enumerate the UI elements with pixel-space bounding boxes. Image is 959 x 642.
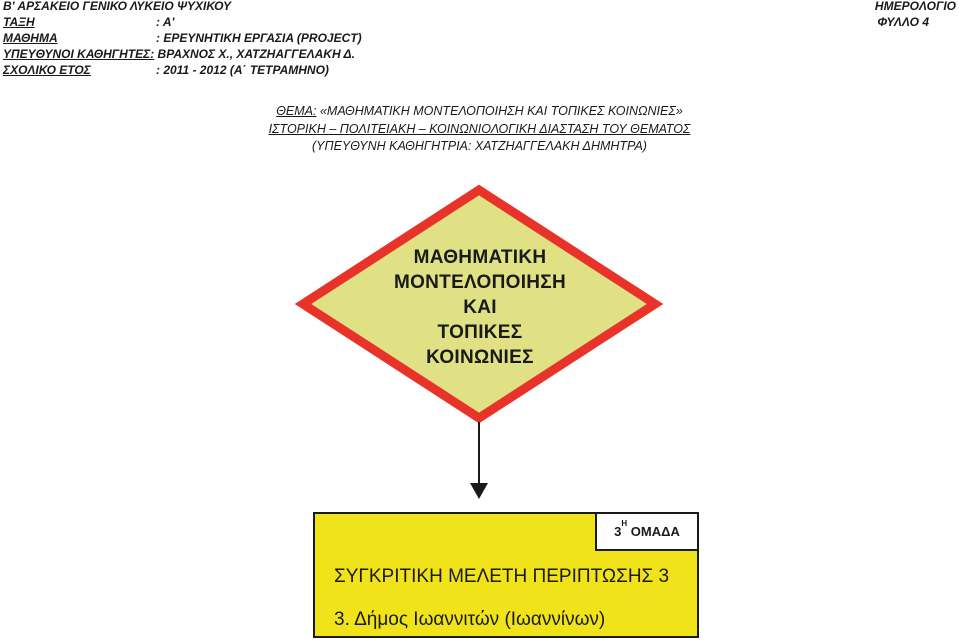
diamond-label xyxy=(330,245,630,370)
theme-label: ΘΕΜΑ: xyxy=(276,104,317,118)
case-study-subtitle: 3. Δήμος Ιωαννιτών (Ιωαννίνων) xyxy=(334,609,606,630)
responsible-text: (ΥΠΕΥΘΥΝΗ ΚΑΘΗΓΗΤΡΙΑ: ΧΑΤΖΗΑΓΓΕΛΑΚΗ ΔΗΜΗΤΡΑ) xyxy=(312,139,647,153)
year-value: : 2011 - 2012 (Α΄ ΤΕΤΡΑΜΗΝΟ) xyxy=(156,63,329,77)
case-study-box xyxy=(313,512,699,638)
subject-label: ΜΑΘΗΜΑ xyxy=(3,31,58,45)
group-tag xyxy=(595,512,699,551)
group-number: 3 xyxy=(614,524,622,539)
diamond-line-1: ΜΑΘΗΜΑΤΙΚΗ xyxy=(413,247,547,268)
teachers-label: ΥΠΕΥΘΥΝΟΙ ΚΑΘΗΓΗΤΕΣ: xyxy=(3,47,155,61)
diamond-line-3: ΚΑΙ xyxy=(463,297,497,318)
school-name: Β' ΑΡΣΑΚΕΙΟ ΓΕΝΙΚΟ ΛΥΚΕΙΟ ΨΥΧΙΚΟΥ xyxy=(3,0,231,13)
diamond-line-5: ΚΟΙΝΩΝΙΕΣ xyxy=(426,347,534,368)
theme-value: «ΜΑΘΗΜΑΤΙΚΗ ΜΟΝΤΕΛΟΠΟΙΗΣΗ ΚΑΙ ΤΟΠΙΚΕΣ ΚΟΙΝΩΝΙΕΣ» xyxy=(319,104,683,118)
group-label: ΟΜΑΔΑ xyxy=(630,524,680,539)
case-study-title: ΣΥΓΚΡΙΤΙΚΗ ΜΕΛΕΤΗ ΠΕΡΙΠΤΩΣΗΣ 3 xyxy=(334,566,670,587)
class-label: ΤΑΞΗ xyxy=(3,15,35,29)
group-superscript: Η xyxy=(621,519,628,528)
diamond-line-4: ΤΟΠΙΚΕΣ xyxy=(437,322,523,343)
subject-value: : ΕΡΕΥΝΗΤΙΚΗ ΕΡΓΑΣΙΑ (PROJECT) xyxy=(156,31,362,45)
class-value: : Α' xyxy=(156,15,175,29)
year-label: ΣΧΟΛΙΚΟ ΕΤΟΣ xyxy=(3,63,91,77)
teachers-value: ΒΡΑΧΝΟΣ Χ., ΧΑΤΖΗΑΓΓΕΛΑΚΗ Δ. xyxy=(157,47,355,61)
connector-arrowhead xyxy=(470,483,488,499)
dimension-text: ΙΣΤΟΡΙΚΗ – ΠΟΛΙΤΕΙΑΚΗ – ΚΟΙΝΩΝΙΟΛΟΓΙΚΗ ΔΙΑΣΤΑΣΗ ΤΟΥ ΘΕΜΑΤΟΣ xyxy=(268,122,691,136)
diamond-line-2: ΜΟΝΤΕΛΟΠΟΙΗΣΗ xyxy=(393,272,567,293)
sheet-text: ΦΥΛΛΟ 4 xyxy=(877,15,929,29)
diary-text: ΗΜΕΡΟΛΟΓΙΟ xyxy=(874,0,956,13)
